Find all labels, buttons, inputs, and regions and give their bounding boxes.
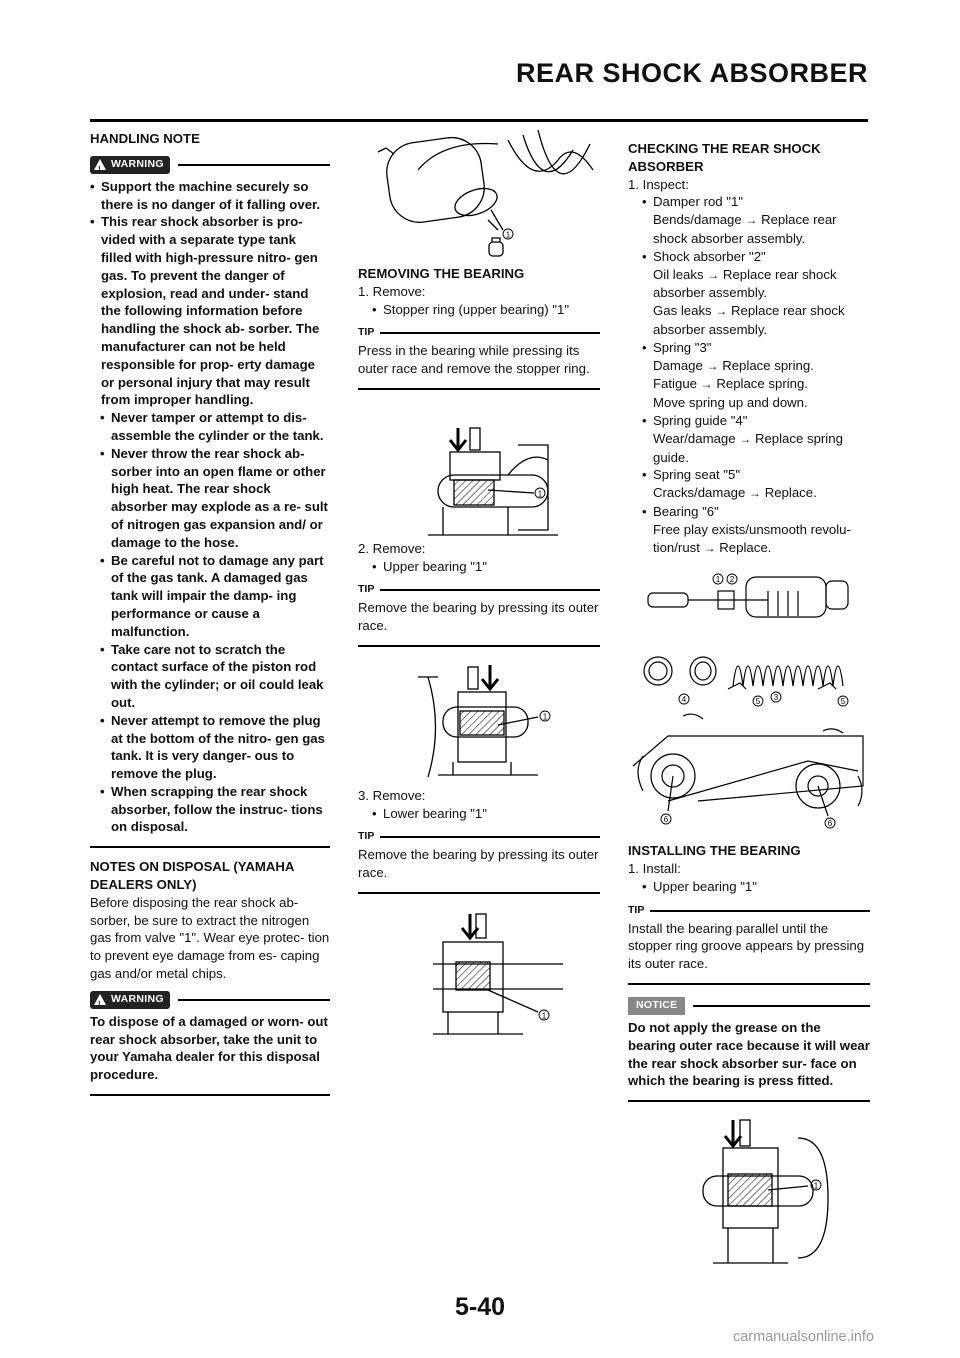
list-item <box>642 248 870 339</box>
list-item <box>642 466 870 503</box>
check-action: Replace. <box>764 485 817 501</box>
shock-absorber-parts-figure <box>628 571 870 711</box>
check-action: Replace rear shock absorber assembly. <box>653 266 837 301</box>
step-number: 1. <box>628 176 639 192</box>
warning-badge <box>90 156 170 174</box>
check-item-name: Damper rod "1" <box>653 194 743 210</box>
step-action: Remove: <box>372 787 426 803</box>
arrow-right-icon: → <box>715 304 728 319</box>
arrow-right-icon: → <box>739 431 752 446</box>
notice-text: Do not apply the grease on the bearing outer race because it will wear the rear shock absorber sur- face on which the bearing is press fitted. <box>628 1019 870 1089</box>
check-action: Replace rear shock absorber assembly. <box>653 303 845 337</box>
watermark[interactable]: carmanualsonline.info <box>732 1329 874 1345</box>
page-title: REAR SHOCK ABSORBER <box>515 58 868 88</box>
check-item-name: Spring "3" <box>653 339 712 355</box>
check-condition: Wear/damage <box>653 430 736 446</box>
step-action: Inspect: <box>642 176 689 192</box>
bearing-removal-figure-1 <box>358 390 600 540</box>
installing-heading: INSTALLING THE BEARING <box>628 843 801 859</box>
tip-text: Press in the bearing while pressing its outer race and remove the stopper ring. <box>358 343 590 376</box>
list-item: • Take care not to scratch the contact surface of the piston rod with the cylinder; or oil could leak out. <box>100 641 330 712</box>
arrow-right-icon: → <box>700 377 713 392</box>
warning-badge-label: WARNING <box>111 157 164 170</box>
tip-label: TIP <box>358 326 375 339</box>
step-number: 3. <box>358 787 369 803</box>
list-item: • Never attempt to remove the plug at the bottom of the nitro- gen gas tank. It is very danger- ous to remove the plug. <box>100 712 330 783</box>
divider <box>628 1100 870 1102</box>
column-right <box>628 140 870 1268</box>
arrow-right-icon: → <box>749 486 762 501</box>
check-action: Replace spring. <box>716 376 808 392</box>
callout-label: 1 <box>715 575 721 585</box>
step-install <box>628 860 870 878</box>
callout-label: 5 <box>840 697 846 707</box>
step-action: Install: <box>642 861 681 877</box>
arrow-right-icon: → <box>745 213 758 228</box>
divider <box>693 1005 870 1007</box>
check-item-name: Spring seat "5" <box>653 467 741 483</box>
step-action: Remove: <box>372 283 426 299</box>
warning-header-2 <box>90 991 330 1009</box>
step-number: 1. <box>358 283 369 299</box>
step-1-items <box>358 301 600 319</box>
step-number: 2. <box>358 540 369 556</box>
check-item-name: Spring guide "4" <box>653 412 748 428</box>
check-condition: Damage <box>653 357 703 373</box>
callout-label: 6 <box>663 815 669 825</box>
warning-badge-label: WARNING <box>111 992 164 1005</box>
list-item: • Upper bearing "1" <box>372 558 600 576</box>
bearing-removal-figure-3 <box>358 894 600 1044</box>
disposal-text: Before disposing the rear shock ab- sorber, be sure to extract the nitrogen gas from valve "1". Wear eye protec- tion to prevent eye damage from es- caping gas and/or metal chips. <box>90 894 330 982</box>
bearing-check-figure <box>628 711 870 836</box>
list-item: • Stopper ring (upper bearing) "1" <box>372 301 600 319</box>
list-item <box>642 503 870 557</box>
check-action: Replace. <box>719 539 772 555</box>
header-rule <box>90 119 868 122</box>
step-2 <box>358 540 600 558</box>
list-item: • Upper bearing "1" <box>642 878 870 896</box>
removing-heading: REMOVING THE BEARING <box>358 266 525 281</box>
check-condition: Fatigue <box>653 376 697 392</box>
warning-badge <box>90 991 170 1009</box>
bearing-removal-figure-2 <box>358 647 600 787</box>
notice-header <box>628 997 870 1015</box>
tip-text: Install the bearing parallel until the stopper ring groove appears by pressing its outer race. <box>628 920 865 972</box>
step-3-items <box>358 805 600 823</box>
callout-label: 1 <box>505 230 511 240</box>
step-3 <box>358 787 600 805</box>
shock-absorber-top-figure <box>358 130 600 265</box>
step-inspect <box>628 176 870 194</box>
handling-heading: HANDLING NOTE <box>90 131 200 146</box>
notice-badge: NOTICE <box>628 997 685 1015</box>
step-number: 1. <box>628 861 639 877</box>
install-items <box>628 878 870 896</box>
list-item: • This rear shock absorber is pro- vided with a separate type tank filled with high-pressure nitro- gen gas. To prevent the danger of explosion, read and under- stand the following information before handling the shock ab- sorber. The manufacturer can not be held responsible for prop- erty damage or personal injury that may result from improper handling. <box>90 213 330 409</box>
tip-label: TIP <box>358 583 375 596</box>
tip-header <box>628 902 870 920</box>
step-1 <box>358 283 600 301</box>
callout-label: 1 <box>541 1011 547 1021</box>
list-item: • Never tamper or attempt to dis- assemble the cylinder or the tank. <box>100 409 330 445</box>
check-condition: Gas leaks <box>653 303 712 319</box>
warning-list-1 <box>90 178 330 409</box>
tip-label: TIP <box>358 830 375 843</box>
arrow-right-icon: → <box>707 267 720 282</box>
callout-label: 2 <box>729 575 735 585</box>
check-action: Replace spring. <box>722 357 814 373</box>
checking-heading: CHECKING THE REAR SHOCK ABSORBER <box>628 141 821 174</box>
check-condition: Free play exists/unsmooth revolu- tion/rust <box>653 521 851 555</box>
warning-text-2: To dispose of a damaged or worn- out rear shock absorber, take the unit to your Yamaha dealer for this disposal procedure. <box>90 1013 328 1083</box>
tip-header <box>358 581 600 599</box>
list-item: • Never throw the rear shock ab- sorber into an open flame or other high heat. The rear shock absorber may explode as a re- sult of nitrogen gas expansion and/ or damage to the hose. <box>100 445 330 552</box>
tip-label: TIP <box>628 903 645 916</box>
divider <box>178 164 330 166</box>
list-item: • Lower bearing "1" <box>372 805 600 823</box>
tip-text: Remove the bearing by pressing its outer race. <box>358 847 599 880</box>
check-action: Replace rear shock absorber assembly. <box>653 212 837 246</box>
tip-text: Remove the bearing by pressing its outer race. <box>358 600 599 633</box>
list-item <box>642 412 870 466</box>
divider <box>628 983 870 985</box>
step-2-items <box>358 558 600 576</box>
check-condition: Cracks/damage <box>653 485 746 501</box>
list-item: • Support the machine securely so there is no danger of it falling over. <box>90 178 330 214</box>
check-item-name: Shock absorber "2" <box>653 248 766 264</box>
callout-label: 6 <box>827 819 833 829</box>
divider <box>178 999 330 1001</box>
callout-label: 1 <box>813 1181 819 1191</box>
callout-label: 1 <box>542 712 548 722</box>
divider <box>90 1094 330 1096</box>
list-item: • When scrapping the rear shock absorber, follow the instruc- tions on disposal. <box>100 783 330 836</box>
callout-label: 1 <box>537 489 543 499</box>
bearing-install-figure <box>628 1108 870 1268</box>
inspection-list <box>628 193 870 557</box>
column-middle <box>358 130 600 1044</box>
tip-header <box>358 324 600 342</box>
warning-icon: ! <box>94 994 106 1005</box>
column-left <box>90 130 330 1096</box>
tip-header <box>358 828 600 846</box>
arrow-right-icon: → <box>703 540 716 555</box>
check-condition: Bends/damage <box>653 212 742 228</box>
list-item: • Be careful not to damage any part of the gas tank. A damaged gas tank will impair the damp- ing performance or cause a malfunction. <box>100 552 330 641</box>
callout-label: 5 <box>755 697 761 707</box>
check-condition: Oil leaks <box>653 266 704 282</box>
step-action: Remove: <box>372 540 426 556</box>
check-item-name: Bearing "6" <box>653 503 719 519</box>
callout-label: 3 <box>773 693 779 703</box>
warning-icon: ! <box>94 159 106 170</box>
warning-sublist-1 <box>90 409 330 836</box>
list-item <box>642 193 870 247</box>
check-action: Replace spring guide. <box>653 430 843 465</box>
check-note: Move spring up and down. <box>653 395 808 411</box>
warning-header-1 <box>90 156 330 174</box>
page-number: 5-40 <box>454 1293 506 1321</box>
disposal-heading: NOTES ON DISPOSAL (YAMAHA DEALERS ONLY) <box>90 859 294 893</box>
arrow-right-icon: → <box>706 358 719 373</box>
callout-label: 4 <box>681 695 687 705</box>
list-item <box>642 339 870 412</box>
